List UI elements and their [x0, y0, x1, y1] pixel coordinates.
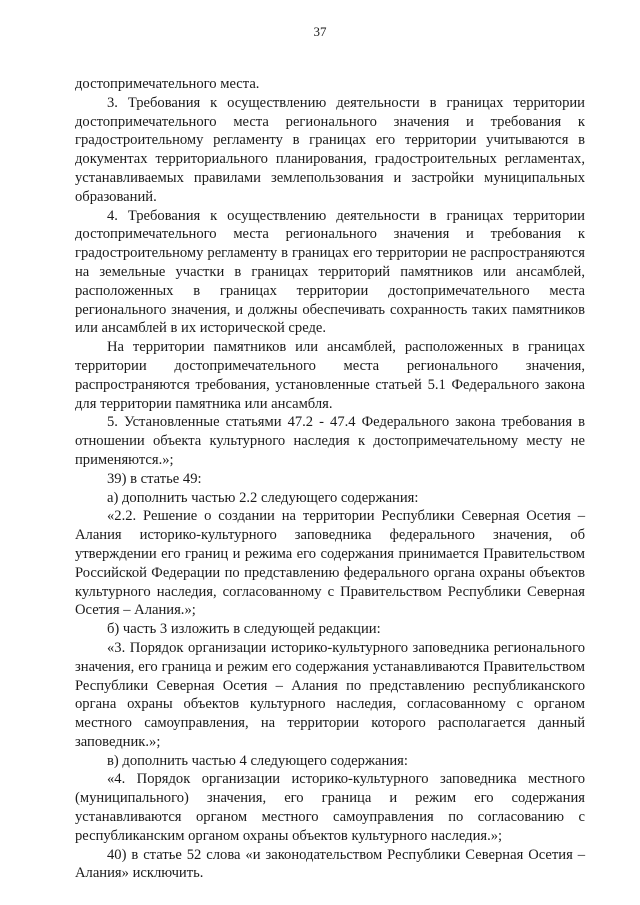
paragraph-item-5: 5. Установленные статьями 47.2 - 47.4 Федерального закона требования в отношении объекта культурного наследия к достопримечательному месту не применяются.»;	[75, 414, 585, 468]
paragraph-continuation: достопримечательного места.	[75, 76, 260, 92]
paragraph-amendment-40: 40) в статье 52 слова «и законодательством Республики Северная Осетия – Алания» исключить.	[75, 846, 585, 882]
document-body	[75, 75, 585, 883]
paragraph-subitem-a: а) дополнить частью 2.2 следующего содержания:	[107, 489, 419, 506]
page-number: 37	[313, 24, 327, 39]
paragraph-amendment-39: 39) в статье 49:	[107, 470, 202, 487]
paragraph-subitem-b: б) часть 3 изложить в следующей редакции:	[107, 621, 381, 638]
paragraph-quote-2-2: «2.2. Решение о создании на территории Республики Северная Осетия – Алания историко-культурного заповедника федерального значения, об утверждении его границ и режима его содержания принимается Правительством Российской Федерации по представлению федерального органа охраны объектов культурного наследия, согласованному с Правительством Республики Северная Осетия – Алания.»;	[75, 508, 585, 619]
paragraph-quote-4: «4. Порядок организации историко-культурного заповедника местного (муниципального) значения, его граница и режим его содержания устанавливаются органом местного самоуправления по согласованию с республиканским органом охраны объектов культурного наследия.»;	[75, 771, 585, 844]
paragraph-item-4: 4. Требования к осуществлению деятельности в границах территории достопримечательного места регионального значения и требования к градостроительному регламенту в границах его территории не распространяются на земельные участки в границах территорий памятников или ансамблей, расположенных в границах территории достопримечательного места регионального значения, и должны обеспечивать сохранность таких памятников или ансамблей в их исторической среде.	[75, 207, 585, 337]
paragraph-subitem-v: в) дополнить частью 4 следующего содержания:	[107, 752, 408, 769]
paragraph-monuments: На территории памятников или ансамблей, расположенных в границах территории достопримечательного места регионального значения, распространяются требования, установленные статьей 5.1 Федерального закона для территории памятника или ансамбля.	[75, 339, 585, 412]
paragraph-item-3: 3. Требования к осуществлению деятельности в границах территории достопримечательного места регионального значения и требования к градостроительному регламенту в границах его территории учитываются в документах территориального планирования, градостроительных регламентах, устанавливаемых правилами землепользования и застройки муниципальных образований.	[75, 94, 585, 205]
paragraph-quote-3: «3. Порядок организации историко-культурного заповедника регионального значения, его граница и режим его содержания устанавливаются Правительством Республики Северная Осетия – Алания по представлению республиканского органа охраны объектов культурного наследия, согласованному с органом местного самоуправления, на территории которого располагается данный заповедник.»;	[75, 639, 585, 750]
